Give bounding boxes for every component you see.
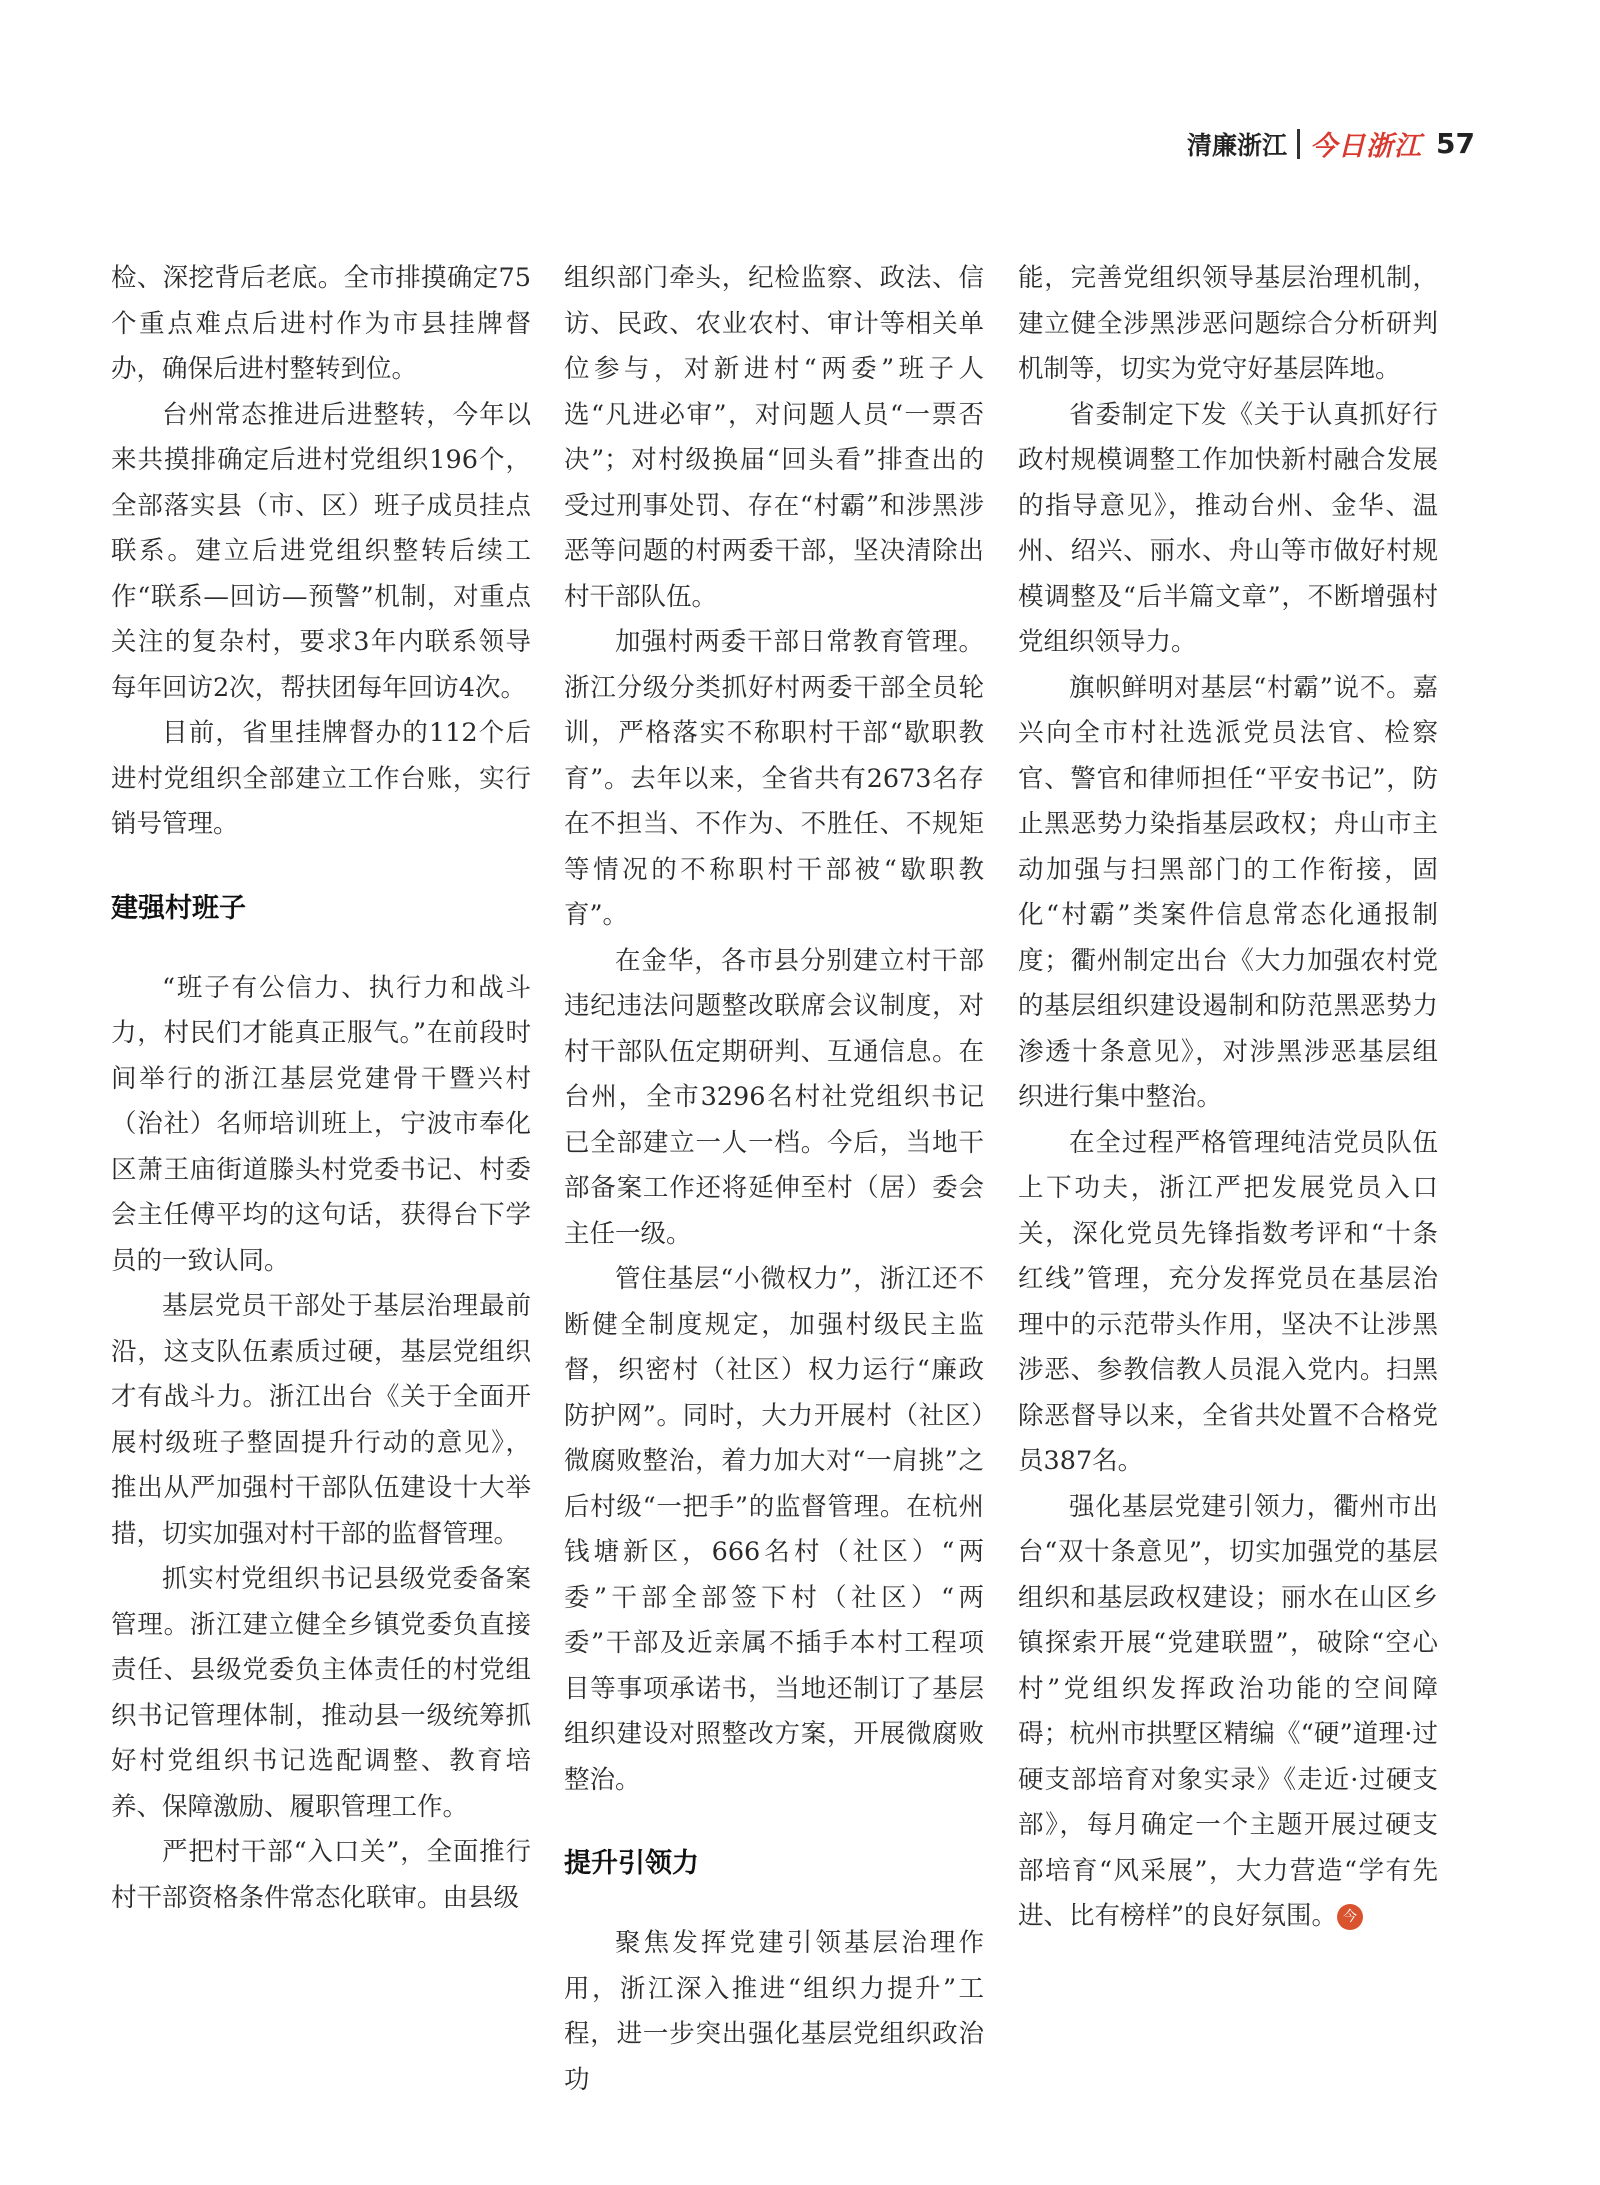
section-heading: 提升引领力 (564, 1848, 699, 1879)
paragraph: 加强村两委干部日常教育管理。浙江分级分类抓好村两委干部全员轮训，严格落实不称职村干部“歇职教育”。去年以来，全省共有2673名存在不担当、不作为、不胜任、不规矩等情况的不称职村干部被“歇职教育”。 (564, 627, 984, 930)
paragraph (1018, 1485, 1438, 1940)
page-header (1187, 124, 1475, 163)
paragraph: 聚焦发挥党建引领基层治理作用，浙江深入推进“组织力提升”工程，进一步突出强化基层党组织政治功 (564, 1928, 984, 2095)
paragraph: 检、深挖背后老底。全市排摸确定75个重点难点后进村作为市县挂牌督办，确保后进村整转到位。 (111, 263, 531, 384)
paragraph: 省委制定下发《关于认真抓好行政村规模调整工作加快新村融合发展的指导意见》，推动台州、金华、温州、绍兴、丽水、舟山等市做好村规模调整及“后半篇文章”，不断增强村党组织领导力。 (1018, 399, 1438, 657)
paragraph: 管住基层“小微权力”，浙江还不断健全制度规定，加强村级民主监督，织密村（社区）权力运行“廉政防护网”。同时，大力开展村（社区）微腐败整治，着力加大对“一肩挑”之后村级“一把手”的监督管理。在杭州钱塘新区，666名村（社区）“两委”干部全部签下村（社区）“两委”干部及近亲属不插手本村工程项目等事项承诺书，当地还制订了基层组织建设对照整改方案，开展微腐败整治。 (564, 1264, 984, 1795)
magazine-logo: 今日浙江 (1310, 131, 1423, 162)
paragraph: 基层党员干部处于基层治理最前沿，这支队伍素质过硬，基层党组织才有战斗力。浙江出台《关于全面开展村级班子整固提升行动的意见》，推出从严加强村干部队伍建设十大举措，切实加强对村干部的监督管理。 (111, 1291, 531, 1549)
paragraph: 目前，省里挂牌督办的112个后进村党组织全部建立工作台账，实行销号管理。 (111, 718, 531, 839)
section-title: 清廉浙江 (1187, 130, 1288, 160)
paragraph: “班子有公信力、执行力和战斗力，村民们才能真正服气。”在前段时间举行的浙江基层党建骨干暨兴村（治社）名师培训班上，宁波市奉化区萧王庙街道滕头村党委书记、村委会主任傅平均的这句话，获得台下学员的一致认同。 (111, 972, 531, 1276)
page-number: 57 (1436, 127, 1475, 160)
paragraph: 组织部门牵头，纪检监察、政法、信访、民政、农业农村、审计等相关单位参与，对新进村“两委”班子人选“凡进必审”，对问题人员“一票否决”；对村级换届“回头看”排查出的受过刑事处罚、存在“村霸”和涉黑涉恶等问题的村两委干部，坚决清除出村干部队伍。 (564, 263, 984, 612)
paragraph: 抓实村党组织书记县级党委备案管理。浙江建立健全乡镇党委负直接责任、县级党委负主体责任的村党组织书记管理体制，推动县一级统筹抓好村党组织书记选配调整、教育培养、保障激励、履职管理工作。 (111, 1564, 531, 1822)
header-divider (1297, 129, 1300, 159)
section-heading: 建强村班子 (111, 892, 246, 924)
column-1 (111, 256, 531, 1921)
column-3 (1018, 256, 1438, 1940)
paragraph: 旗帜鲜明对基层“村霸”说不。嘉兴向全市村社选派党员法官、检察官、警官和律师担任“平安书记”，防止黑恶势力染指基层政权；舟山市主动加强与扫黑部门的工作衔接，固化“村霸”类案件信息常态化通报制度；衢州制定出台《大力加强农村党的基层组织建设遏制和防范黑恶势力渗透十条意见》，对涉黑涉恶基层组织进行集中整治。 (1018, 672, 1438, 1112)
paragraph: 台州常态推进后进整转，今年以来共摸排确定后进村党组织196个，全部落实县（市、区）班子成员挂点联系。建立后进党组织整转后续工作“联系—回访—预警”机制，对重点关注的复杂村，要求3年内联系领导每年回访2次，帮扶团每年回访4次。 (111, 399, 531, 703)
paragraph-text: 强化基层党建引领力，衢州市出台“双十条意见”，切实加强党的基层组织和基层政权建设；丽水在山区乡镇探索开展“党建联盟”，破除“空心村”党组织发挥政治功能的空间障碍；杭州市拱墅区精编《“硬”道理·过硬支部培育对象实录》《走近·过硬支部》，每月确定一个主题开展过硬支部培育“风采展”，大力营造“学有先进、比有榜样”的良好氛围。 (1018, 1491, 1438, 1931)
end-mark-icon: 今 (1337, 1904, 1363, 1930)
column-2 (564, 256, 984, 2103)
paragraph: 在金华，各市县分别建立村干部违纪违法问题整改联席会议制度，对村干部队伍定期研判、互通信息。在台州，全市3296名村社党组织书记已全部建立一人一档。今后，当地干部备案工作还将延伸至村（居）委会主任一级。 (564, 945, 984, 1249)
paragraph: 严把村干部“入口关”，全面推行村干部资格条件常态化联审。由县级 (111, 1837, 531, 1913)
paragraph: 能，完善党组织领导基层治理机制，建立健全涉黑涉恶问题综合分析研判机制等，切实为党守好基层阵地。 (1018, 263, 1438, 384)
paragraph: 在全过程严格管理纯洁党员队伍上下功夫，浙江严把发展党员入口关，深化党员先锋指数考评和“十条红线”管理，充分发挥党员在基层治理中的示范带头作用，坚决不让涉黑涉恶、参教信教人员混入党内。扫黑除恶督导以来，全省共处置不合格党员387名。 (1018, 1127, 1438, 1476)
